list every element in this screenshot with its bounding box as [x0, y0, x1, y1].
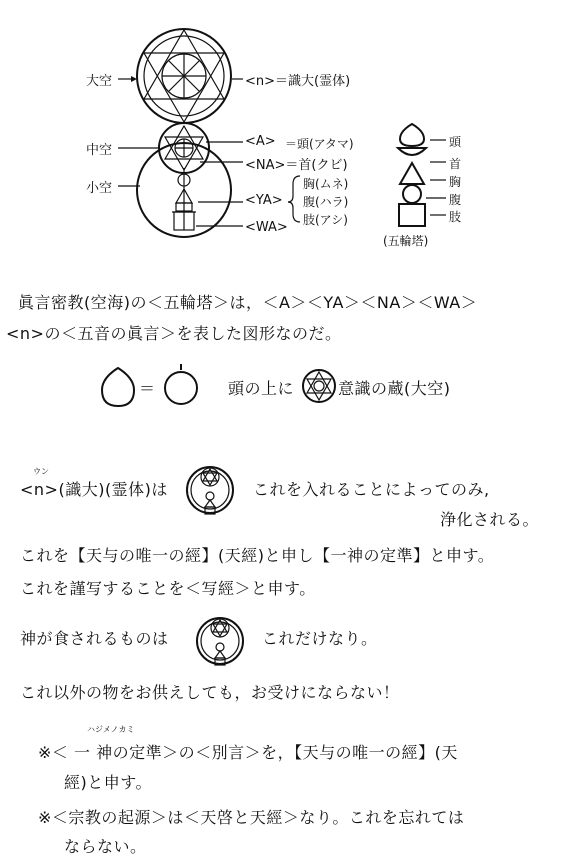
- circle-with-tick-icon: [165, 364, 197, 404]
- gorinto-label-head: 頭: [449, 135, 462, 149]
- label-n-shikidai: <n>＝識大(霊体): [245, 74, 351, 89]
- label-a: <A>: [245, 134, 276, 149]
- note-1-line-2: 經)と申す。: [64, 773, 152, 792]
- label-na-kubi: <NA>＝首(クビ): [245, 158, 348, 173]
- chuku-circle: [159, 123, 209, 173]
- gorinto-label-belly: 腹: [449, 193, 462, 207]
- label-a-atama: ＝頭(アタマ): [285, 137, 354, 151]
- gorin-mandala-diagram: [0, 0, 581, 250]
- equation-text-head-top: 頭の上に: [228, 379, 295, 398]
- ruby-un: ウン: [33, 467, 49, 476]
- paragraph-4: これを謹写することを＜写經＞と申す。: [20, 579, 316, 598]
- ruby-hajimenokami: ハジメノカミ: [87, 725, 135, 734]
- note-2-line-2: ならない。: [64, 837, 147, 856]
- label-hara: 腹(ハラ): [303, 195, 349, 209]
- paragraph-3: これを【天与の唯一の經】(天經)と申し【一神の定準】と申す。: [20, 546, 495, 565]
- paragraph-5-subject: 神が食されるものは: [20, 629, 169, 648]
- label-shoku: 小空: [86, 181, 113, 196]
- equation-equals: ＝: [139, 379, 156, 398]
- label-chuku: 中空: [86, 143, 113, 158]
- hexagram-circle-icon: [303, 370, 335, 402]
- paragraph-1-line-2: <n>の＜五音の眞言＞を表した図形なのだ。: [6, 324, 342, 343]
- label-ya: <YA>: [245, 193, 283, 208]
- label-wa: <WA>: [245, 220, 288, 235]
- paragraph-5-ending: これだけなり。: [262, 629, 378, 648]
- label-daiku: 大空: [86, 74, 113, 89]
- paragraph-6: これ以外の物をお供えしても，お受けにならない！: [20, 683, 400, 702]
- note-1-line-1: ※＜ 一 神の定準＞の＜別言＞を，【天与の唯一の經】(天: [38, 743, 458, 762]
- combined-mandala-icon: [186, 455, 246, 535]
- gorinto-caption: (五輪塔): [383, 234, 429, 248]
- note-2-line-1: ※＜宗教の起源＞は＜天啓と天經＞なり。これを忘れては: [38, 808, 465, 827]
- gorinto-label-limbs: 肢: [449, 210, 462, 224]
- paragraph-2-ending: 浄化される。: [440, 510, 540, 529]
- paragraph-1-line-1: 眞言密教(空海)の＜五輪塔＞は，＜A＞＜YA＞＜NA＞＜WA＞: [18, 293, 478, 312]
- label-mune: 胸(ムネ): [303, 177, 349, 191]
- daiku-circle: [137, 29, 231, 123]
- gorinto-label-chest: 胸: [449, 175, 462, 189]
- combined-mandala-icon-2: [196, 606, 256, 686]
- equation-text-consciousness: 意識の蔵(大空): [338, 379, 451, 398]
- gorinto-icon: [398, 124, 446, 226]
- label-ashi: 肢(アシ): [303, 213, 348, 227]
- paragraph-2-subject: <n>(識大)(霊体)は: [20, 480, 168, 499]
- gorinto-label-neck: 首: [449, 157, 462, 171]
- paragraph-2-continuation: これを入れることによってのみ,: [253, 480, 490, 499]
- drop-shape-icon: [102, 368, 134, 406]
